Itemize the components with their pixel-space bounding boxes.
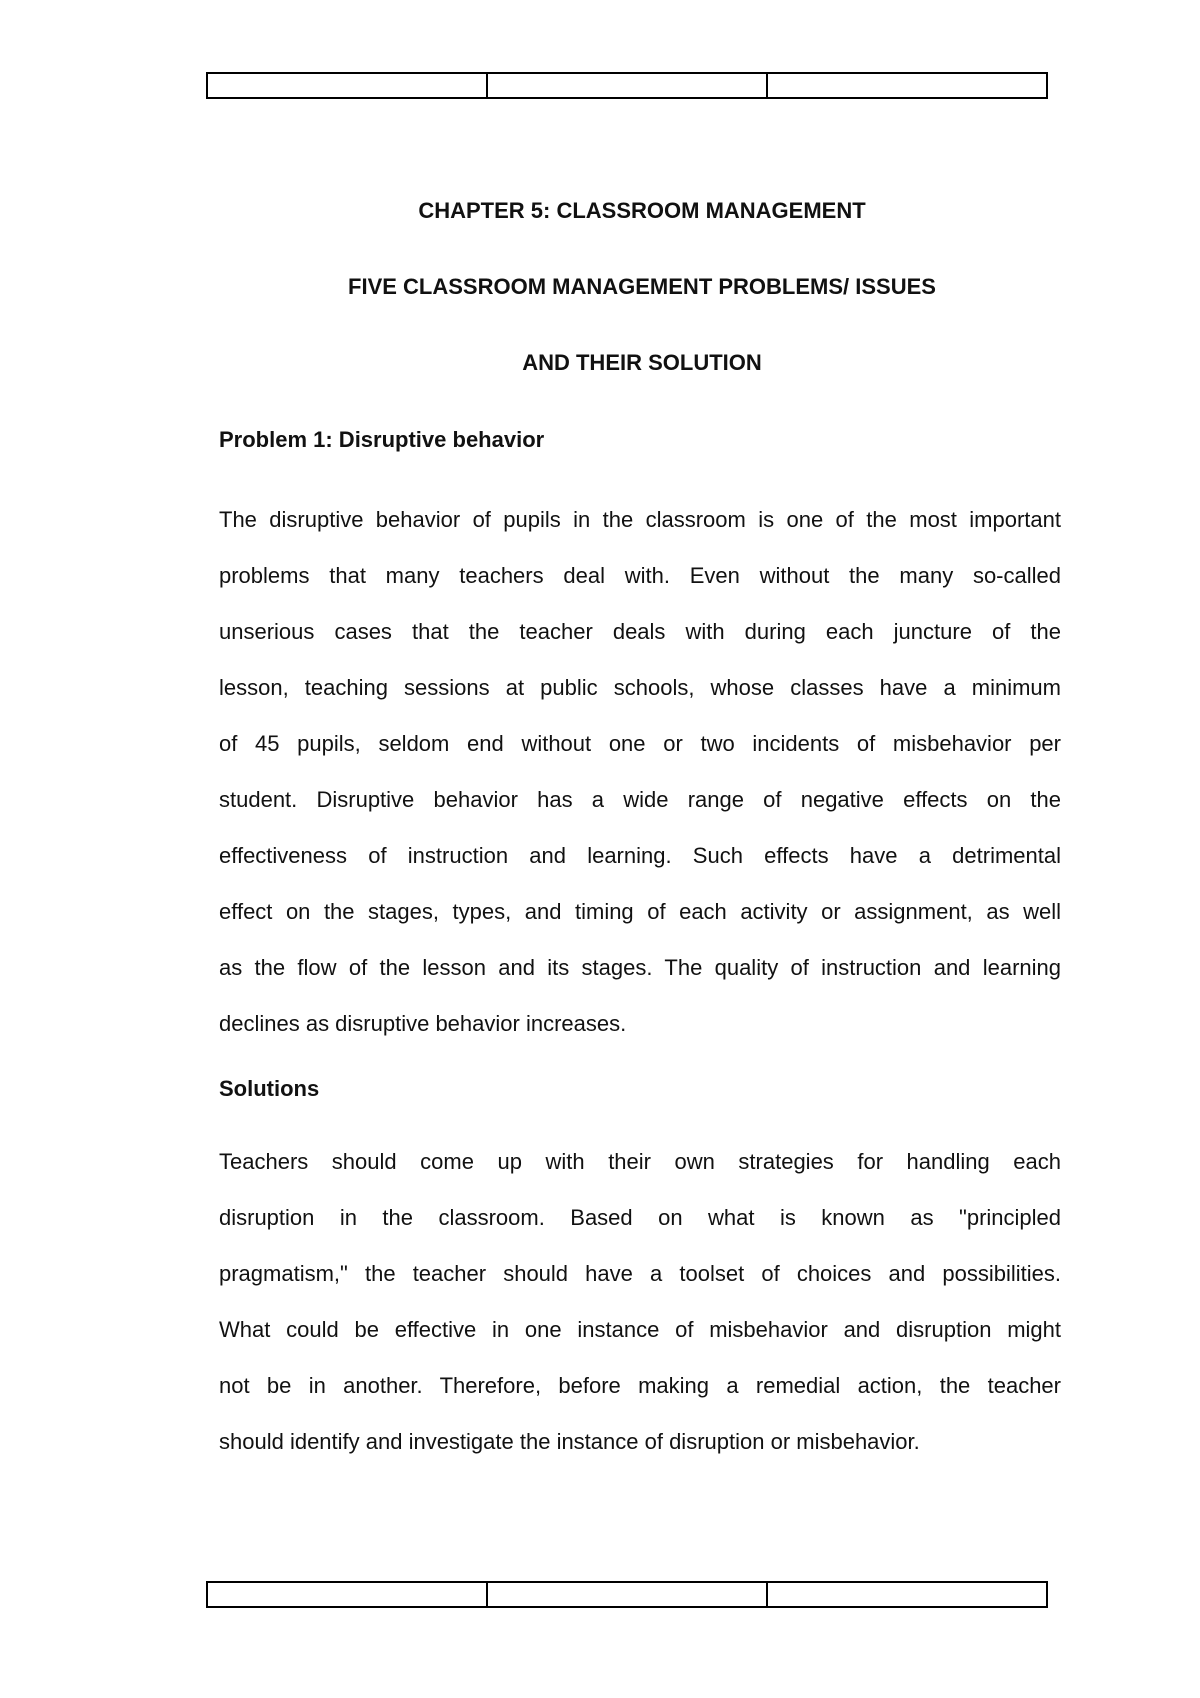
solutions-heading: Solutions [219, 1076, 320, 1101]
footer-cell-3 [766, 1583, 1046, 1606]
problem-paragraph [219, 492, 1061, 1052]
paragraph-line: effect on the stages, types, and timing of each activity or assignment, as well [219, 899, 1061, 924]
header-cell-1 [208, 74, 486, 97]
paragraph-line: lesson, teaching sessions at public schools, whose classes have a minimum [219, 675, 1061, 700]
solutions-paragraph [219, 1134, 1061, 1470]
header-cell-3 [766, 74, 1046, 97]
problem-heading: Problem 1: Disruptive behavior [219, 427, 545, 452]
paragraph-line: declines as disruptive behavior increases. [219, 1011, 627, 1036]
paragraph-line: The disruptive behavior of pupils in the classroom is one of the most important [219, 507, 1061, 532]
section-subtitle: AND THEIR SOLUTION [522, 350, 762, 375]
paragraph-line: not be in another. Therefore, before making a remedial action, the teacher [219, 1373, 1061, 1398]
footer-table [206, 1581, 1048, 1608]
header-cell-2 [486, 74, 766, 97]
footer-cell-1 [208, 1583, 486, 1606]
section-title: FIVE CLASSROOM MANAGEMENT PROBLEMS/ ISSUES [348, 274, 936, 299]
paragraph-line: student. Disruptive behavior has a wide range of negative effects on the [219, 787, 1061, 812]
paragraph-line: unserious cases that the teacher deals with during each juncture of the [219, 619, 1061, 644]
paragraph-line: disruption in the classroom. Based on what is known as "principled [219, 1205, 1061, 1230]
chapter-title: CHAPTER 5: CLASSROOM MANAGEMENT [418, 198, 866, 223]
paragraph-line: effectiveness of instruction and learning. Such effects have a detrimental [219, 843, 1061, 868]
paragraph-line: pragmatism," the teacher should have a toolset of choices and possibilities. [219, 1261, 1061, 1286]
footer-cell-2 [486, 1583, 766, 1606]
paragraph-line: should identify and investigate the instance of disruption or misbehavior. [219, 1429, 920, 1454]
header-table [206, 72, 1048, 99]
paragraph-line: problems that many teachers deal with. Even without the many so-called [219, 563, 1061, 588]
paragraph-line: as the flow of the lesson and its stages. The quality of instruction and learning [219, 955, 1061, 980]
paragraph-line: What could be effective in one instance of misbehavior and disruption might [219, 1317, 1061, 1342]
paragraph-line: Teachers should come up with their own strategies for handling each [219, 1149, 1061, 1174]
paragraph-line: of 45 pupils, seldom end without one or two incidents of misbehavior per [219, 731, 1061, 756]
